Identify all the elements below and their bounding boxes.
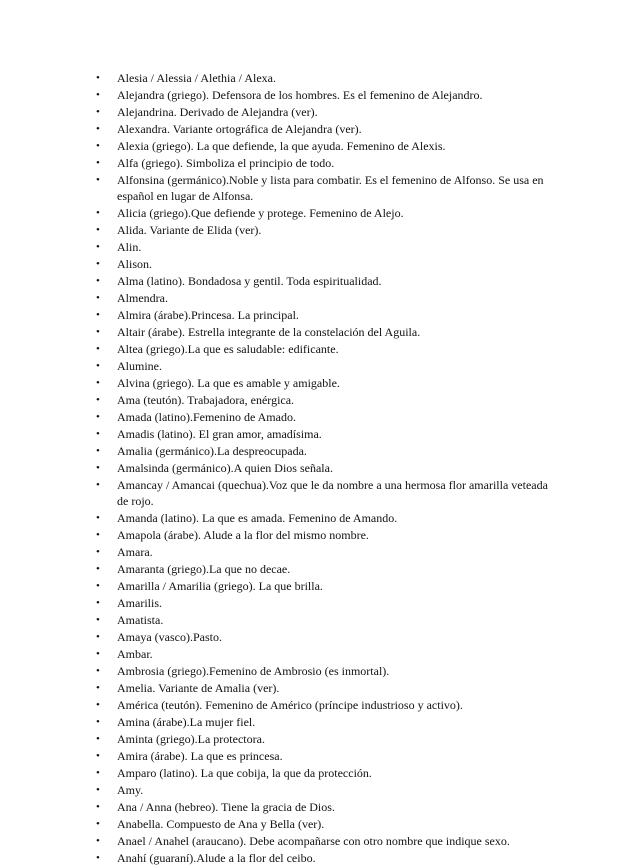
list-item [96, 731, 556, 747]
list-item-text: Amaya (vasco).Pasto. [117, 630, 222, 644]
list-item [96, 307, 556, 323]
list-item-text: Alejandrina. Derivado de Alejandra (ver). [117, 105, 318, 119]
bullet-icon: • [96, 343, 100, 355]
list-item-text: Ana / Anna (hebreo). Tiene la gracia de Dios. [117, 800, 335, 814]
bullet-icon: • [96, 275, 100, 287]
bullet-icon: • [96, 665, 100, 677]
list-item [96, 460, 556, 476]
list-item-text: Amada (latino).Femenino de Amado. [117, 410, 296, 424]
list-item-text: Amarilis. [117, 596, 162, 610]
bullet-icon: • [96, 360, 100, 372]
list-item-text: Ambrosia (griego).Femenino de Ambrosio (es inmortal). [117, 664, 390, 678]
list-item-text: Ama (teutón). Trabajadora, enérgica. [117, 393, 295, 407]
list-item-text: Amelia. Variante de Amalia (ver). [117, 681, 280, 695]
bullet-icon: • [96, 224, 100, 236]
bullet-icon: • [96, 157, 100, 169]
bullet-icon: • [96, 563, 100, 575]
bullet-icon: • [96, 614, 100, 626]
bullet-icon: • [96, 546, 100, 558]
bullet-icon: • [96, 174, 100, 186]
list-item [96, 663, 556, 679]
list-item-text: Alvina (griego). La que es amable y amigable. [117, 376, 340, 390]
bullet-icon: • [96, 529, 100, 541]
list-item [96, 155, 556, 171]
list-item [96, 121, 556, 137]
list-item-text: Alesia / Alessia / Alethia / Alexa. [117, 71, 276, 85]
bullet-icon: • [96, 801, 100, 813]
list-item-text: Alexia (griego). La que defiende, la que ayuda. Femenino de Alexis. [117, 139, 446, 153]
list-item-text: Alida. Variante de Elida (ver). [117, 223, 262, 237]
bullet-icon: • [96, 377, 100, 389]
bullet-icon: • [96, 428, 100, 440]
list-item-text: América (teutón). Femenino de Américo (príncipe industrioso y activo). [117, 698, 463, 712]
list-item-text: Alison. [117, 257, 153, 271]
list-item [96, 833, 556, 849]
list-item [96, 239, 556, 255]
list-item [96, 409, 556, 425]
bullet-icon: • [96, 682, 100, 694]
bullet-icon: • [96, 631, 100, 643]
list-item [96, 87, 556, 103]
bullet-icon: • [96, 716, 100, 728]
list-item [96, 358, 556, 374]
list-item [96, 273, 556, 289]
list-item-text: Almendra. [117, 291, 168, 305]
list-item [96, 646, 556, 662]
list-item-text: Alejandra (griego). Defensora de los hombres. Es el femenino de Alejandro. [117, 88, 483, 102]
list-item-text: Alicia (griego).Que defiende y protege. Femenino de Alejo. [117, 206, 404, 220]
list-item [96, 578, 556, 594]
list-item [96, 510, 556, 526]
list-item [96, 375, 556, 391]
list-item [96, 392, 556, 408]
list-item-text: Alma (latino). Bondadosa y gentil. Toda espiritualidad. [117, 274, 382, 288]
list-item [96, 527, 556, 543]
list-item [96, 714, 556, 730]
list-item [96, 799, 556, 815]
list-item [96, 680, 556, 696]
list-item-text: Amancay / Amancai (quechua).Voz que le da nombre a una hermosa flor amarilla veteada de rojo. [117, 478, 548, 508]
bullet-icon: • [96, 123, 100, 135]
list-item-text: Ambar. [117, 647, 153, 661]
list-item [96, 748, 556, 764]
bullet-icon: • [96, 106, 100, 118]
list-item [96, 782, 556, 798]
list-item-text: Amalia (germánico).La despreocupada. [117, 444, 307, 458]
bullet-icon: • [96, 699, 100, 711]
name-list [96, 70, 556, 867]
list-item [96, 697, 556, 713]
bullet-icon: • [96, 394, 100, 406]
list-item [96, 595, 556, 611]
bullet-icon: • [96, 326, 100, 338]
list-item [96, 426, 556, 442]
list-item [96, 816, 556, 832]
bullet-icon: • [96, 292, 100, 304]
list-item-text: Altea (griego).La que es saludable: edificante. [117, 342, 339, 356]
bullet-icon: • [96, 140, 100, 152]
bullet-icon: • [96, 445, 100, 457]
list-item [96, 765, 556, 781]
list-item-text: Amatista. [117, 613, 164, 627]
list-item-text: Amira (árabe). La que es princesa. [117, 749, 283, 763]
list-item [96, 222, 556, 238]
list-item-text: Alexandra. Variante ortográfica de Alejandra (ver). [117, 122, 362, 136]
list-item [96, 138, 556, 154]
list-item-text: Amara. [117, 545, 153, 559]
list-item-text: Anabella. Compuesto de Ana y Bella (ver). [117, 817, 325, 831]
bullet-icon: • [96, 512, 100, 524]
list-item-text: Aminta (griego).La protectora. [117, 732, 265, 746]
list-item-text: Anahí (guaraní).Alude a la flor del ceibo. [117, 851, 316, 865]
list-item [96, 341, 556, 357]
list-item [96, 629, 556, 645]
list-item [96, 205, 556, 221]
bullet-icon: • [96, 479, 100, 491]
bullet-icon: • [96, 207, 100, 219]
bullet-icon: • [96, 648, 100, 660]
bullet-icon: • [96, 72, 100, 84]
bullet-icon: • [96, 580, 100, 592]
list-item [96, 443, 556, 459]
list-item [96, 477, 556, 509]
list-item-text: Amadis (latino). El gran amor, amadísima. [117, 427, 322, 441]
list-item [96, 256, 556, 272]
list-item [96, 850, 556, 866]
list-item [96, 104, 556, 120]
list-item [96, 324, 556, 340]
bullet-icon: • [96, 818, 100, 830]
list-item [96, 172, 556, 204]
list-item [96, 290, 556, 306]
list-item [96, 561, 556, 577]
list-item-text: Amarilla / Amarilia (griego). La que brilla. [117, 579, 323, 593]
bullet-icon: • [96, 258, 100, 270]
list-item [96, 70, 556, 86]
list-item-text: Almira (árabe).Princesa. La principal. [117, 308, 299, 322]
list-item-text: Amparo (latino). La que cobija, la que da protección. [117, 766, 372, 780]
bullet-icon: • [96, 852, 100, 864]
list-item-text: Alfonsina (germánico).Noble y lista para combatir. Es el femenino de Alfonso. Se usa en español en lugar de Alfonsa. [117, 173, 544, 203]
bullet-icon: • [96, 750, 100, 762]
bullet-icon: • [96, 89, 100, 101]
bullet-icon: • [96, 835, 100, 847]
list-item-text: Amaranta (griego).La que no decae. [117, 562, 291, 576]
bullet-icon: • [96, 733, 100, 745]
list-item-text: Anael / Anahel (araucano). Debe acompañarse con otro nombre que indique sexo. [117, 834, 510, 848]
bullet-icon: • [96, 784, 100, 796]
bullet-icon: • [96, 597, 100, 609]
list-item-text: Amy. [117, 783, 144, 797]
list-item-text: Amina (árabe).La mujer fiel. [117, 715, 256, 729]
list-item-text: Amanda (latino). La que es amada. Femenino de Amando. [117, 511, 398, 525]
list-item [96, 544, 556, 560]
list-item-text: Alin. [117, 240, 142, 254]
bullet-icon: • [96, 411, 100, 423]
list-item-text: Amapola (árabe). Alude a la flor del mismo nombre. [117, 528, 369, 542]
bullet-icon: • [96, 462, 100, 474]
list-item-text: Alfa (griego). Simboliza el principio de todo. [117, 156, 335, 170]
list-item [96, 612, 556, 628]
list-item-text: Alumine. [117, 359, 162, 373]
bullet-icon: • [96, 309, 100, 321]
list-item-text: Amalsinda (germánico).A quien Dios señala. [117, 461, 333, 475]
bullet-icon: • [96, 241, 100, 253]
list-item-text: Altair (árabe). Estrella integrante de la constelación del Aguila. [117, 325, 421, 339]
bullet-icon: • [96, 767, 100, 779]
